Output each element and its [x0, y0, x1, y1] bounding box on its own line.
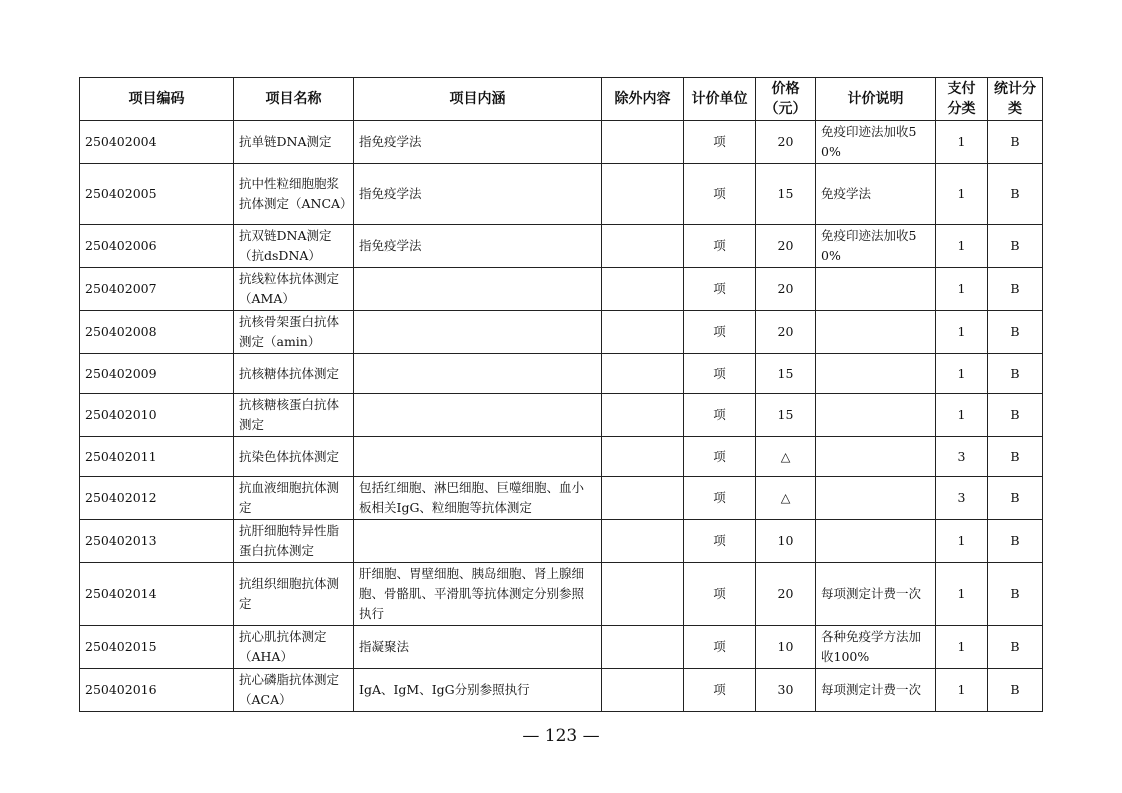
cell-unit: 项 [684, 626, 756, 669]
cell-note [816, 394, 936, 437]
cell-pay: 1 [936, 164, 988, 225]
header-unit: 计价单位 [684, 78, 756, 121]
cell-note: 每项测定计费一次 [816, 563, 936, 626]
cell-exclusions [602, 520, 684, 563]
cell-exclusions [602, 311, 684, 354]
cell-note [816, 437, 936, 477]
table-row [80, 626, 1043, 669]
cell-name: 抗染色体抗体测定 [234, 437, 354, 477]
cell-pay: 1 [936, 626, 988, 669]
cell-content [354, 394, 602, 437]
cell-name: 抗组织细胞抗体测定 [234, 563, 354, 626]
cell-price: 10 [756, 626, 816, 669]
cell-name: 抗中性粒细胞胞浆抗体测定（ANCA） [234, 164, 354, 225]
cell-code: 250402012 [80, 477, 234, 520]
cell-note [816, 520, 936, 563]
header-name: 项目名称 [234, 78, 354, 121]
cell-pay: 1 [936, 394, 988, 437]
cell-content [354, 520, 602, 563]
cell-note: 每项测定计费一次 [816, 669, 936, 712]
cell-code: 250402011 [80, 437, 234, 477]
cell-price: 20 [756, 268, 816, 311]
table-row [80, 520, 1043, 563]
table-row [80, 477, 1043, 520]
cell-code: 250402016 [80, 669, 234, 712]
table-row [80, 121, 1043, 164]
cell-exclusions [602, 121, 684, 164]
header-note: 计价说明 [816, 78, 936, 121]
cell-pay: 1 [936, 354, 988, 394]
cell-note [816, 354, 936, 394]
cell-content [354, 437, 602, 477]
cell-note: 各种免疫学方法加收100% [816, 626, 936, 669]
cell-exclusions [602, 394, 684, 437]
cell-exclusions [602, 626, 684, 669]
cell-pay: 1 [936, 121, 988, 164]
cell-code: 250402015 [80, 626, 234, 669]
table-row [80, 669, 1043, 712]
cell-code: 250402005 [80, 164, 234, 225]
cell-note: 免疫印迹法加收50% [816, 121, 936, 164]
cell-price: △ [756, 477, 816, 520]
cell-note: 免疫印迹法加收50% [816, 225, 936, 268]
cell-stat: B [988, 354, 1043, 394]
cell-pay: 1 [936, 669, 988, 712]
cell-name: 抗核糖体抗体测定 [234, 354, 354, 394]
table-row [80, 563, 1043, 626]
cell-content: 指免疫学法 [354, 121, 602, 164]
cell-code: 250402009 [80, 354, 234, 394]
cell-code: 250402006 [80, 225, 234, 268]
cell-unit: 项 [684, 164, 756, 225]
cell-content: 肝细胞、胃壁细胞、胰岛细胞、肾上腺细胞、骨骼肌、平滑肌等抗体测定分别参照执行 [354, 563, 602, 626]
cell-content: 包括红细胞、淋巴细胞、巨噬细胞、血小板相关IgG、粒细胞等抗体测定 [354, 477, 602, 520]
cell-exclusions [602, 669, 684, 712]
cell-code: 250402014 [80, 563, 234, 626]
header-row [80, 78, 1043, 121]
cell-unit: 项 [684, 225, 756, 268]
cell-note [816, 477, 936, 520]
header-pay: 支付分类 [936, 78, 988, 121]
cell-stat: B [988, 225, 1043, 268]
table-row [80, 164, 1043, 225]
cell-exclusions [602, 477, 684, 520]
cell-unit: 项 [684, 311, 756, 354]
table-row [80, 311, 1043, 354]
cell-note [816, 268, 936, 311]
cell-pay: 1 [936, 520, 988, 563]
cell-content [354, 354, 602, 394]
table-row [80, 225, 1043, 268]
cell-stat: B [988, 477, 1043, 520]
cell-unit: 项 [684, 121, 756, 164]
cell-unit: 项 [684, 563, 756, 626]
cell-name: 抗核糖核蛋白抗体测定 [234, 394, 354, 437]
cell-content: 指凝聚法 [354, 626, 602, 669]
cell-content: 指免疫学法 [354, 225, 602, 268]
cell-unit: 项 [684, 520, 756, 563]
cell-pay: 1 [936, 311, 988, 354]
cell-name: 抗单链DNA测定 [234, 121, 354, 164]
cell-price: 20 [756, 121, 816, 164]
cell-name: 抗肝细胞特异性脂蛋白抗体测定 [234, 520, 354, 563]
cell-exclusions [602, 268, 684, 311]
cell-name: 抗心肌抗体测定（AHA） [234, 626, 354, 669]
cell-unit: 项 [684, 437, 756, 477]
header-code: 项目编码 [80, 78, 234, 121]
cell-price: 15 [756, 354, 816, 394]
cell-price: 20 [756, 563, 816, 626]
cell-price: 15 [756, 164, 816, 225]
cell-pay: 3 [936, 477, 988, 520]
header-stat: 统计分类 [988, 78, 1043, 121]
cell-name: 抗线粒体抗体测定（AMA） [234, 268, 354, 311]
cell-code: 250402004 [80, 121, 234, 164]
cell-price: 15 [756, 394, 816, 437]
table-row [80, 354, 1043, 394]
cell-pay: 1 [936, 225, 988, 268]
cell-name: 抗血液细胞抗体测定 [234, 477, 354, 520]
cell-stat: B [988, 437, 1043, 477]
table-row [80, 437, 1043, 477]
cell-code: 250402008 [80, 311, 234, 354]
cell-unit: 项 [684, 394, 756, 437]
table-row [80, 394, 1043, 437]
cell-stat: B [988, 268, 1043, 311]
cell-content: 指免疫学法 [354, 164, 602, 225]
cell-unit: 项 [684, 268, 756, 311]
cell-code: 250402010 [80, 394, 234, 437]
cell-unit: 项 [684, 354, 756, 394]
cell-price: △ [756, 437, 816, 477]
cell-pay: 1 [936, 268, 988, 311]
page-number: — 123 — [522, 726, 600, 746]
cell-stat: B [988, 520, 1043, 563]
cell-price: 20 [756, 311, 816, 354]
table-row [80, 268, 1043, 311]
cell-price: 10 [756, 520, 816, 563]
cell-exclusions [602, 354, 684, 394]
header-price: 价格（元） [756, 78, 816, 121]
cell-note: 免疫学法 [816, 164, 936, 225]
header-content: 项目内涵 [354, 78, 602, 121]
cell-stat: B [988, 311, 1043, 354]
cell-exclusions [602, 164, 684, 225]
header-exclusions: 除外内容 [602, 78, 684, 121]
cell-content: IgA、IgM、IgG分别参照执行 [354, 669, 602, 712]
cell-stat: B [988, 164, 1043, 225]
cell-pay: 1 [936, 563, 988, 626]
cell-price: 30 [756, 669, 816, 712]
cell-note [816, 311, 936, 354]
cell-content [354, 311, 602, 354]
cell-stat: B [988, 626, 1043, 669]
cell-name: 抗核骨架蛋白抗体测定（amin） [234, 311, 354, 354]
pricing-table [79, 77, 1043, 712]
cell-stat: B [988, 121, 1043, 164]
cell-exclusions [602, 225, 684, 268]
cell-unit: 项 [684, 669, 756, 712]
cell-unit: 项 [684, 477, 756, 520]
cell-code: 250402007 [80, 268, 234, 311]
cell-pay: 3 [936, 437, 988, 477]
cell-exclusions [602, 563, 684, 626]
cell-name: 抗心磷脂抗体测定（ACA） [234, 669, 354, 712]
cell-price: 20 [756, 225, 816, 268]
cell-stat: B [988, 563, 1043, 626]
cell-exclusions [602, 437, 684, 477]
cell-code: 250402013 [80, 520, 234, 563]
cell-name: 抗双链DNA测定（抗dsDNA） [234, 225, 354, 268]
cell-stat: B [988, 394, 1043, 437]
cell-content [354, 268, 602, 311]
cell-stat: B [988, 669, 1043, 712]
